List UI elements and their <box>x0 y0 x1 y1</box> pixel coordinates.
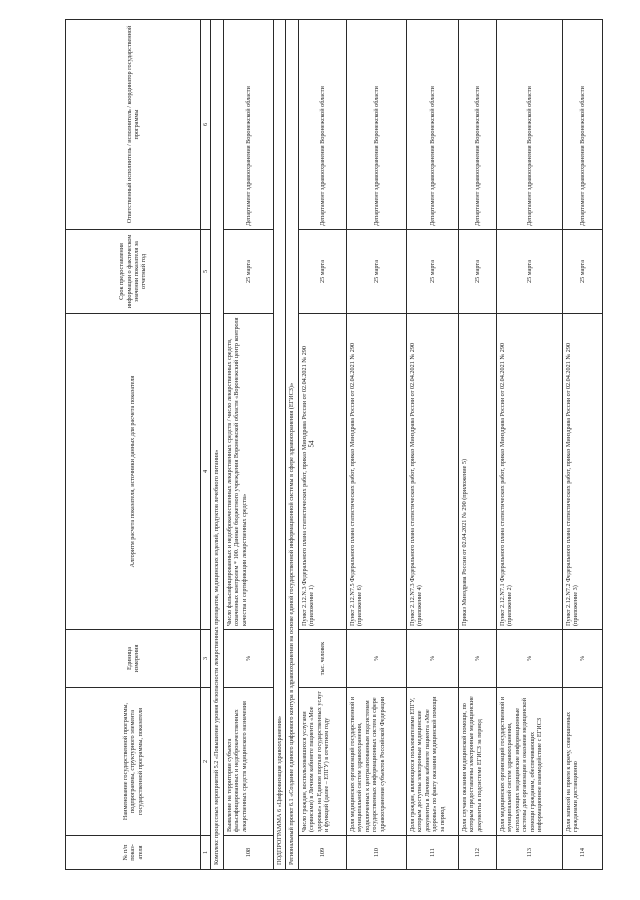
row-responsible: Департамент здравоохранения Воронежской области <box>346 20 406 230</box>
row-number: 108 <box>223 836 273 870</box>
row-responsible: Департамент здравоохранения Воронежской области <box>496 20 562 230</box>
row-name: Доля случаев оказания медицинской помощи, по которым предоставлены электронные медицинские документы в подсистеме ЕГИСЗ за период <box>458 688 496 836</box>
row-algorithm: Пункт 2.12.N7.1 Федерального плана статистических работ, приказ Минздрава России от 02.04.2021 № 290 (приложение 2) <box>496 314 562 630</box>
row-unit: % <box>562 630 602 688</box>
row-algorithm: Пункт 2.12.N.3 Федерального плана статистических работ, приказ Минздрава России от 02.04.2021 № 290 (приложение 1) <box>298 314 346 630</box>
row-deadline: 25 марта <box>562 230 602 314</box>
column-number: 6 <box>201 20 211 230</box>
row-number: 113 <box>496 836 562 870</box>
row-algorithm: Пункт 2.12.N7.5 Федерального плана статистических работ, приказ Минздрава России от 02.04.2021 № 290 (приложение 6) <box>346 314 406 630</box>
row-name: Доля граждан, являющихся пользователями ЕПГУ, которым доступны электронные медицинские документы в Личном кабинете пациента «Мое здоровье» по факту оказания медицинской помощи за период <box>406 688 458 836</box>
row-name: Доля медицинских организаций государственной и муниципальной систем здравоохранения, использующих медицинские информационные системы для организации и оказания медицинской помощи гражданам, обеспечивающих информационное взаимодействие с ЕГИСЗ <box>496 688 562 836</box>
row-name: Доля медицинских организаций государственной и муниципальной систем здравоохранения, подключенных к централизованным подсистемам государственных информационных систем в сфере здравоохранения субъектов Российской Федерации <box>346 688 406 836</box>
row-unit: % <box>458 630 496 688</box>
row-number: 114 <box>562 836 602 870</box>
section-project-6-1: Региональный проект 6.1 «Создание единого цифрового контура в здравоохранении на основе единой государственной информационной системы в сфере здравоохранения (ЕГИСЗ)» <box>286 20 298 870</box>
column-number-row <box>201 20 211 870</box>
section-row <box>273 20 285 870</box>
row-number: 110 <box>346 836 406 870</box>
row-algorithm: Пункт 2.12.N7.3 Федерального плана статистических работ, приказ Минздрава России от 02.04.2021 № 290 (приложение 4) <box>406 314 458 630</box>
column-number: 5 <box>201 230 211 314</box>
row-responsible: Департамент здравоохранения Воронежской области <box>406 20 458 230</box>
section-row <box>211 20 223 870</box>
header-algorithm: Алгоритм расчета показателя, источники данных для расчета показателя <box>66 314 201 630</box>
row-name: Выявление на территории субъекта фальсифицированных и недоброкачественных лекарственных средств медицинского назначения <box>223 688 273 836</box>
header-unit: Единица измерения <box>66 630 201 688</box>
header-name: Наименование государственной программы, подпрограммы, структурного элемента государственной программы, показателя <box>66 688 201 836</box>
table-row <box>298 20 346 870</box>
row-unit: % <box>223 630 273 688</box>
indicators-table <box>65 19 603 870</box>
row-number: 111 <box>406 836 458 870</box>
section-row <box>286 20 298 870</box>
rotated-table-wrapper <box>65 20 585 870</box>
table-row <box>458 20 496 870</box>
header-row <box>66 20 201 870</box>
table-row <box>406 20 458 870</box>
page-number: 54 <box>307 440 316 448</box>
row-algorithm: Пункт 2.12.N7.2 Федерального плана статистических работ, приказ Минздрава России от 02.04.2021 № 290 (приложение 3) <box>562 314 602 630</box>
row-deadline: 25 марта <box>458 230 496 314</box>
row-responsible: Департамент здравоохранения Воронежской области <box>458 20 496 230</box>
header-num: № п/п показ-ателя <box>66 836 201 870</box>
header-responsible: Ответственный исполнитель / исполнитель / координатор государственной программы <box>66 20 201 230</box>
row-unit: % <box>496 630 562 688</box>
row-algorithm: Число фальсифицированных и недоброкачественных лекарственных средств / число лекарственных средств, охваченных контролем * 100. Данные бюджетного учреждения Воронежской области «Воронежский центр контроля качества и сертификации лекарственных средств» <box>223 314 273 630</box>
row-responsible: Департамент здравоохранения Воронежской области <box>562 20 602 230</box>
row-deadline: 25 марта <box>406 230 458 314</box>
row-unit: % <box>406 630 458 688</box>
table-row <box>562 20 602 870</box>
column-number: 3 <box>201 630 211 688</box>
column-number: 4 <box>201 314 211 630</box>
row-unit: тыс. человек <box>298 630 346 688</box>
row-deadline: 25 марта <box>346 230 406 314</box>
row-deadline: 25 марта <box>298 230 346 314</box>
row-responsible: Департамент здравоохранения Воронежской области <box>298 20 346 230</box>
section-subprogram-6: ПОДПРОГРАММА 6 «Цифровизация здравоохранения» <box>273 20 285 870</box>
table-row <box>223 20 273 870</box>
row-number: 109 <box>298 836 346 870</box>
row-algorithm: Приказ Минздрава России от 02.04.2021 № 290 (приложение 5) <box>458 314 496 630</box>
section-complex-5-2: Комплекс процессных мероприятий 5.2 «Повышение уровня безопасности лекарственных препаратов, медицинских изделий, продуктов лечебного питания» <box>211 20 223 870</box>
column-number: 2 <box>201 688 211 836</box>
row-deadline: 25 марта <box>496 230 562 314</box>
row-unit: % <box>346 630 406 688</box>
row-responsible: Департамент здравоохранения Воронежской области <box>223 20 273 230</box>
row-name: Число граждан, воспользовавшихся услугами (сервисами) в Личном кабинете пациента «Мое здоровье» на Едином портале государственных услуг и функций (далее – ЕПГУ) в отчетном году <box>298 688 346 836</box>
header-deadline: Срок предоставления информации о фактическом значении показателя за отчетный год <box>66 230 201 314</box>
row-number: 112 <box>458 836 496 870</box>
row-deadline: 25 марта <box>223 230 273 314</box>
table-row <box>346 20 406 870</box>
row-name: Доля записей на прием к врачу, совершенных гражданами дистанционно <box>562 688 602 836</box>
table-row <box>496 20 562 870</box>
column-number: 1 <box>201 836 211 870</box>
